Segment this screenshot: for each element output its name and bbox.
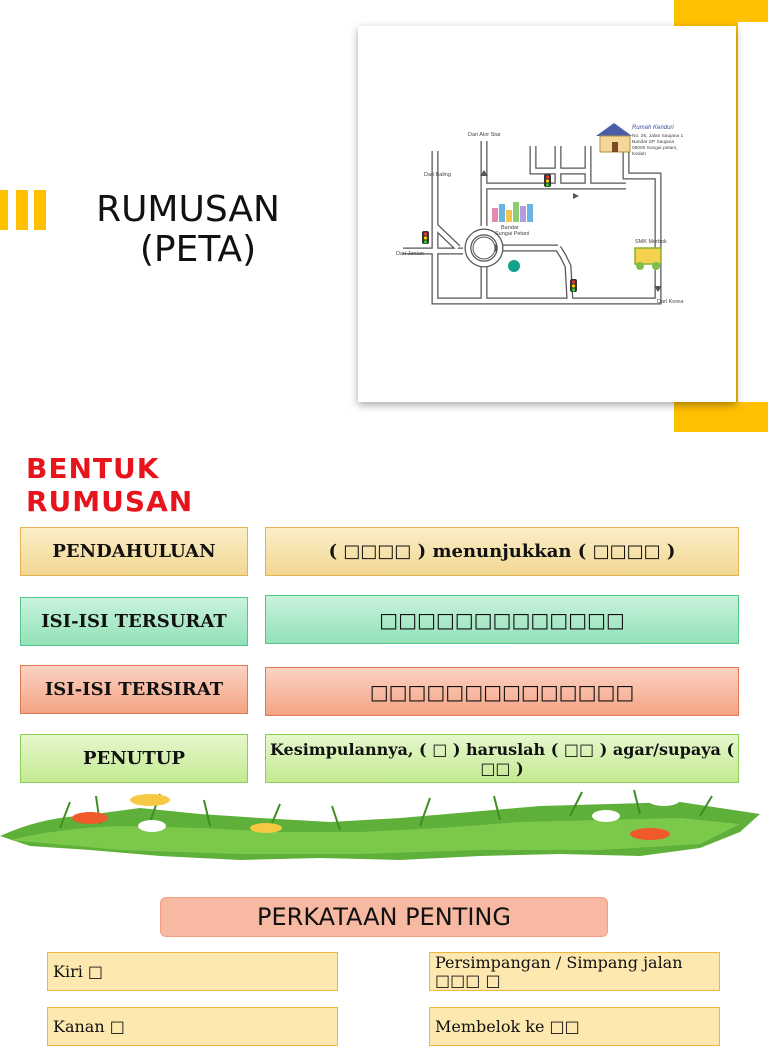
word-persimpangan: Persimpangan / Simpang jalan □□□ □ — [429, 952, 720, 991]
label-dari-jeniun: Dari Jeniun — [396, 251, 424, 257]
title-line-2: (PETA) — [139, 229, 257, 270]
title-accent-bar-3 — [34, 190, 46, 230]
address-line-3: 08000 Sungai petani, — [632, 146, 678, 151]
label-smk: SMK Merbok — [635, 239, 667, 245]
row-template-penutup: Kesimpulannya, ( □ ) haruslah ( □□ ) agar/supaya ( □□ ) — [265, 734, 739, 783]
section-heading-line-1: BENTUK — [26, 452, 160, 485]
school-icon — [635, 248, 661, 270]
label-dari-baling: Dari Baling — [424, 172, 451, 178]
row-template-isi-tersurat: □□□□□□□□□□□□□ — [265, 595, 739, 644]
row-label-isi-tersirat: ISI-ISI TERSIRAT — [20, 665, 248, 714]
label-dari-korea: Dari Korea — [657, 299, 684, 305]
label-place-name: Rumah Kenduri — [632, 125, 674, 131]
word-membelok: Membelok ke □□ — [429, 1007, 720, 1046]
petrol-station-icon — [508, 260, 520, 272]
section-heading — [26, 452, 246, 518]
row-template-isi-tersirat: □□□□□□□□□□□□□□ — [265, 667, 739, 716]
label-bandar: Bandar — [501, 225, 519, 231]
house-icon — [596, 123, 632, 152]
address-line-1: No. 26, Jalan Saujana 1 — [632, 134, 684, 139]
title-accent-bar-2 — [16, 190, 28, 230]
title-accent-bar-1 — [0, 190, 8, 230]
row-label-pendahuluan: PENDAHULUAN — [20, 527, 248, 576]
corner-decoration-cutout — [738, 22, 768, 402]
important-words-heading: PERKATAAN PENTING — [160, 897, 608, 937]
row-label-isi-tersurat: ISI-ISI TERSURAT — [20, 597, 248, 646]
page-title — [78, 190, 298, 270]
map-image — [358, 26, 736, 402]
label-dari-alor-star: Dari Alor Star — [468, 132, 501, 138]
row-template-pendahuluan: ( □□□□ ) menunjukkan ( □□□□ ) — [265, 527, 739, 576]
title-line-1: RUMUSAN — [96, 189, 280, 230]
grass-decoration — [0, 788, 768, 868]
map-drawing — [358, 26, 736, 402]
row-label-penutup: PENUTUP — [20, 734, 248, 783]
word-kanan: Kanan □ — [47, 1007, 338, 1046]
section-heading-line-2: RUMUSAN — [26, 485, 194, 518]
word-kiri: Kiri □ — [47, 952, 338, 991]
town-buildings-icon — [492, 202, 533, 222]
address-line-4: Kedah — [632, 152, 646, 157]
address-line-2: Bandar SP Saujana — [632, 140, 675, 145]
label-sungai-petani: Sungai Petani — [495, 231, 530, 237]
